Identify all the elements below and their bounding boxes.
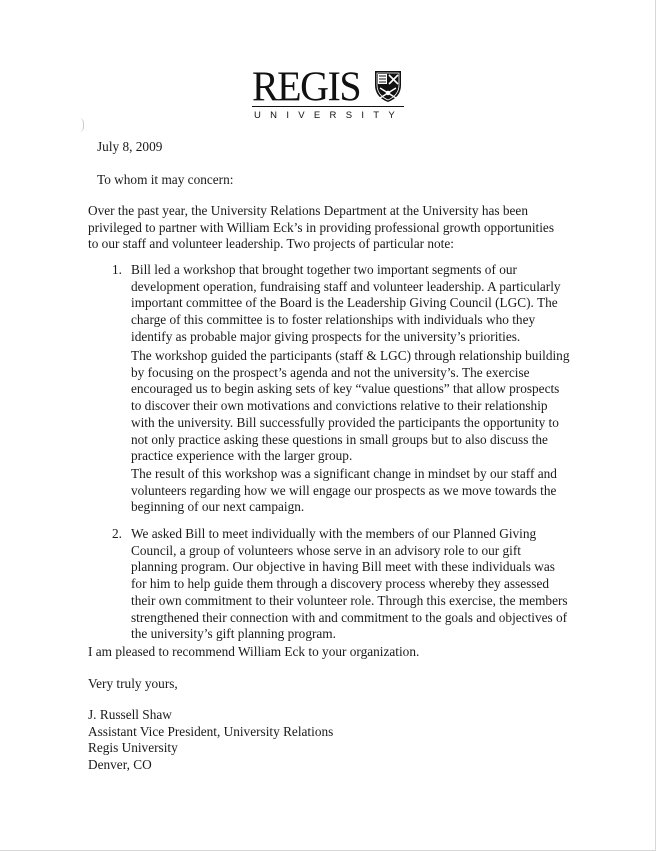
signature-block (88, 707, 333, 774)
logo-wordmark: REGIS (252, 62, 361, 111)
body-line: Bill led a workshop that brought together two important segments of our (131, 262, 517, 277)
list-number: 1. (112, 262, 122, 277)
body-line: planning program. Our objective in having Bill meet with these individuals was (131, 559, 555, 575)
body-line: volunteers regarding how we will engage our prospects as we move towards the (131, 482, 557, 498)
letter-date: July 8, 2009 (97, 139, 163, 154)
salutation: To whom it may concern: (97, 172, 234, 187)
body-line: The workshop guided the participants (staff & LGC) through relationship building (131, 348, 570, 363)
body-line: charge of this committee is to foster relationships with individuals who they (131, 312, 536, 328)
body-line: with the university. Bill successfully provided the participants the opportunity to (131, 414, 559, 430)
body-line: practice experience with the larger group. (131, 448, 353, 464)
body-line: for him to help guide them through a discovery process whereby they assessed (131, 576, 550, 592)
body-line: encouraged us to begin asking sets of key “value questions” that allow prospects (131, 381, 560, 397)
body-line: strengthened their connection with and commitment to the goals and objectives of (131, 609, 568, 625)
intro-line: Over the past year, the University Relations Department at the University has been (88, 203, 528, 218)
signer-name: J. Russell Shaw (88, 707, 172, 722)
body-line: beginning of our next campaign. (131, 499, 305, 515)
item-2-paragraph-1 (131, 526, 568, 643)
body-line: Council, a group of volunteers whose serve in an advisory role to our gift (131, 542, 521, 558)
body-line: The result of this workshop was a significant change in mindset by our staff and (131, 466, 557, 481)
body-line: the university’s gift planning program. (131, 626, 336, 642)
recommendation-sentence: I am pleased to recommend William Eck to your organization. (88, 644, 420, 659)
list-number: 2. (112, 526, 122, 541)
signer-location: Denver, CO (88, 757, 152, 773)
body-line: by focusing on the prospect’s agenda and not the university’s. The exercise (131, 364, 530, 380)
item-1-paragraph-3 (131, 466, 556, 516)
scan-artifact-mark (79, 118, 84, 132)
signer-organization: Regis University (88, 740, 178, 756)
body-line: not only practice asking these questions in small groups but to also discuss the (131, 431, 548, 447)
item-1-paragraph-1 (131, 262, 561, 346)
body-line: identify as probable major giving prospects for the university’s priorities. (131, 328, 521, 344)
regis-university-logo (250, 62, 410, 128)
intro-paragraph (88, 203, 556, 253)
logo-subtitle: UNIVERSITY (254, 110, 405, 121)
regis-crest-icon (373, 69, 403, 103)
logo-divider (252, 106, 404, 107)
body-line: important committee of the Board is the Leadership Giving Council (LGC). The (131, 295, 558, 311)
intro-line: to our staff and volunteer leadership. Two projects of particular note: (88, 236, 454, 252)
intro-line: privileged to partner with William Eck’s in providing professional growth opportunities (88, 219, 555, 235)
body-line: development operation, fundraising staff and volunteer leadership. A particularly (131, 278, 561, 294)
item-1-paragraph-2 (131, 348, 570, 465)
complimentary-close: Very truly yours, (88, 676, 178, 691)
signer-title: Assistant Vice President, University Relations (88, 723, 334, 739)
body-line: their own commitment to their volunteer role. Through this exercise, the members (131, 592, 568, 608)
body-line: We asked Bill to meet individually with the members of our Planned Giving (131, 526, 537, 541)
body-line: to discover their own motivations and convictions relative to their relationship (131, 398, 548, 414)
